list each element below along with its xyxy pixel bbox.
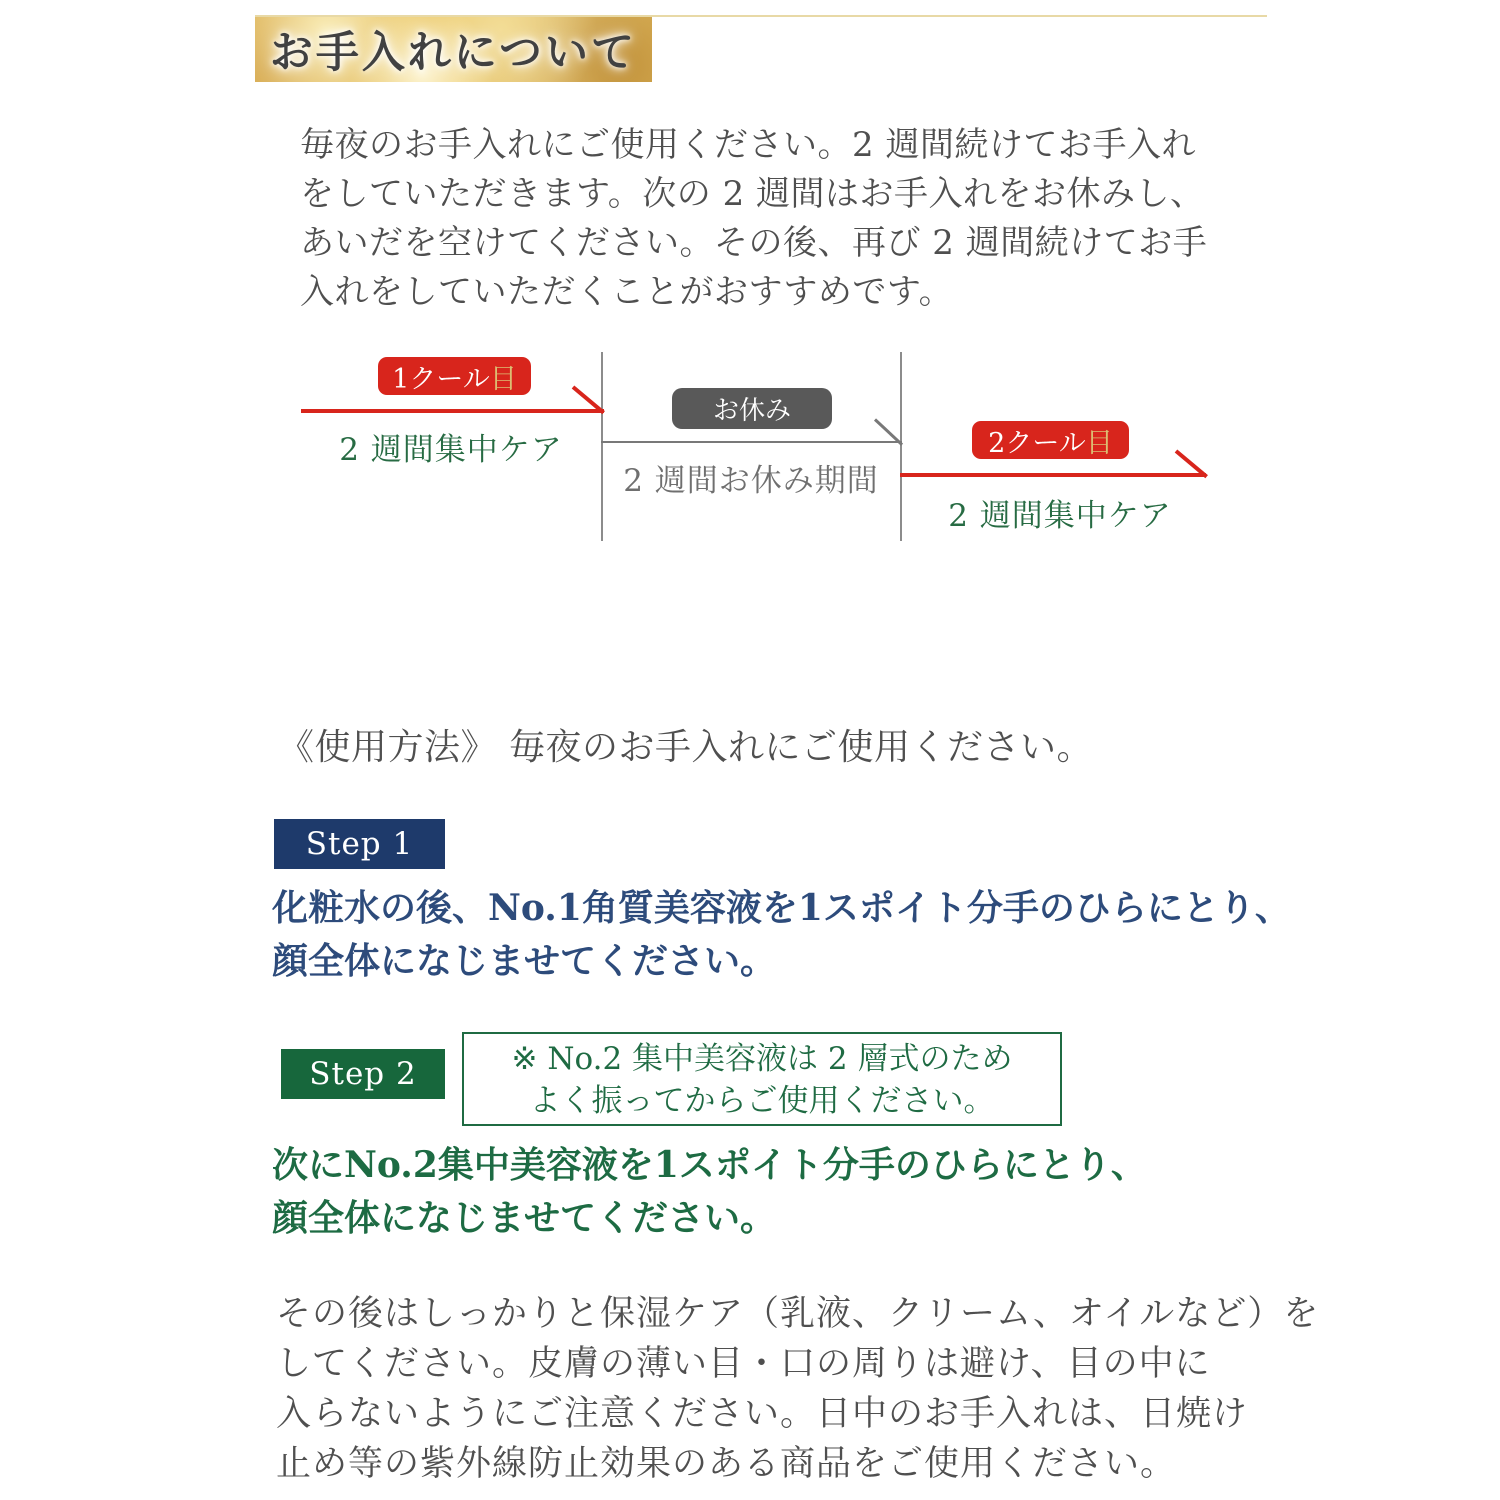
section-title-banner — [255, 17, 652, 82]
intro-line: あいだを空けてください。その後、再び 2 週間続けてお手 — [300, 223, 1208, 263]
cycle2-label: 2クール — [988, 427, 1086, 459]
precautions-line: してください。皮膚の薄い目・口の周りは避け、目の中に — [276, 1344, 1211, 1384]
timeline-divider-right — [900, 352, 902, 541]
intro-line: をしていただきます。次の 2 週間はお手入れをお休みし、 — [300, 174, 1205, 214]
step2-instructions — [272, 1139, 1147, 1245]
rest-caption: 2 週間お休み期間 — [623, 463, 879, 499]
intro-paragraph — [300, 121, 1240, 317]
step2-line: 顔全体になじませてください。 — [272, 1197, 777, 1239]
cycle1-caption: 2 週間集中ケア — [339, 432, 563, 468]
usage-method-heading: 《使用方法》 毎夜のお手入れにご使用ください。 — [278, 727, 1093, 768]
rest-label-badge — [672, 388, 832, 429]
cycle1-arrow-line — [301, 409, 604, 413]
cycle2-label-suffix: 目 — [1085, 427, 1113, 459]
step1-label: Step 1 — [305, 826, 414, 862]
step1-instructions — [272, 882, 1291, 988]
cycle2-label-badge — [972, 421, 1129, 459]
step2-badge — [281, 1049, 445, 1099]
step2-shake-note-box — [462, 1032, 1062, 1126]
precautions-line: 入らないようにご注意ください。日中のお手入れは、日焼け — [276, 1394, 1249, 1434]
precautions-line: その後はしっかりと保湿ケア（乳液、クリーム、オイルなど）を — [276, 1294, 1320, 1334]
cycle1-label-suffix: 目 — [489, 363, 517, 395]
cycle1-label: 1クール — [392, 363, 490, 395]
step1-line: 顔全体になじませてください。 — [272, 940, 777, 982]
cycle2-arrow-line — [900, 473, 1206, 477]
note-line: ※ No.2 集中美容液は 2 層式のため — [511, 1041, 1013, 1077]
step2-label: Step 2 — [309, 1056, 417, 1092]
intro-line: 入れをしていただくことがおすすめです。 — [300, 272, 954, 312]
cycle2-caption: 2 週間集中ケア — [948, 498, 1172, 534]
rest-arrow-line — [601, 441, 902, 443]
section-title: お手入れについて — [269, 28, 638, 78]
precautions-line: 止め等の紫外線防止効果のある商品をご使用ください。 — [276, 1444, 1177, 1484]
step2-line: 次にNo.2集中美容液を1スポイト分手のひらにとり、 — [272, 1144, 1147, 1186]
cycle1-label-badge — [378, 357, 531, 395]
intro-line: 毎夜のお手入れにご使用ください。2 週間続けてお手入れ — [300, 125, 1196, 165]
step1-line: 化粧水の後、No.1角質美容液を1スポイト分手のひらにとり、 — [272, 887, 1291, 929]
precautions-paragraph — [276, 1289, 1336, 1489]
note-line: よく振ってからご使用ください。 — [529, 1083, 995, 1119]
rest-label: お休み — [712, 396, 791, 426]
step1-badge — [274, 819, 445, 869]
